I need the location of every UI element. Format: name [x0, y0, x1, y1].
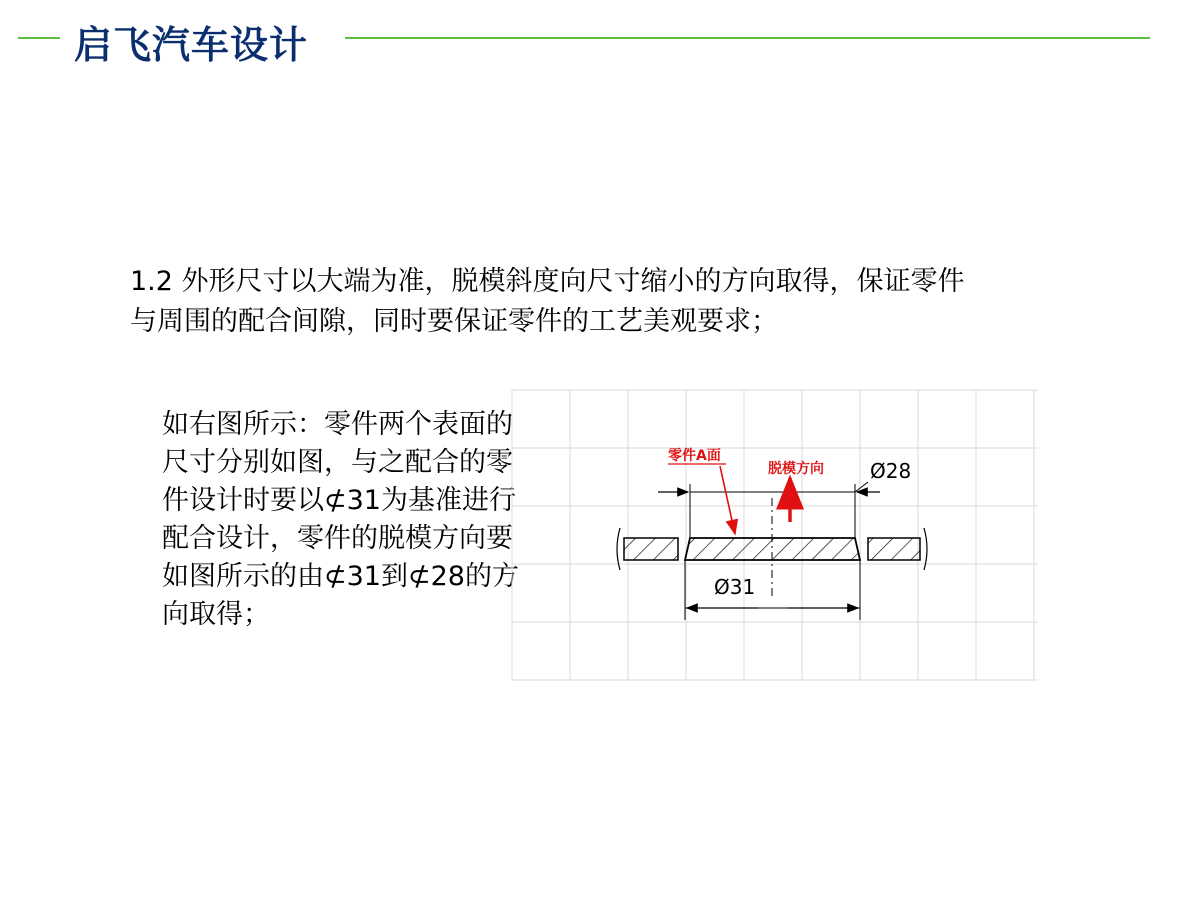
description-line-2: 尺寸分别如图，与之配合的零: [162, 447, 513, 478]
dimension-top: [658, 482, 880, 538]
description-line-5: 如图所示的由⊄31到⊄28的方: [162, 561, 519, 592]
page-title: 启飞汽车设计: [74, 23, 309, 67]
background-grid: [512, 390, 1038, 680]
intro-line-2: 与周围的配合间隙，同时要保证零件的工艺美观要求；: [130, 306, 778, 337]
draft-direction-diagram: [508, 388, 1040, 684]
label-draft-direction: 脱模方向: [768, 461, 824, 477]
description-line-6: 向取得；: [162, 599, 270, 630]
intro-line-1: 1.2 外形尺寸以大端为准，脱模斜度向尺寸缩小的方向取得，保证零件: [130, 266, 965, 297]
description-line-4: 配合设计，零件的脱模方向要: [162, 523, 513, 554]
part-surface-pointer: [720, 466, 735, 534]
description-line-3: 件设计时要以⊄31为基准进行: [162, 485, 516, 516]
header-line-left: [18, 37, 60, 39]
header-line-right: [345, 37, 1150, 39]
dimension-top-label: Ø28: [870, 459, 912, 483]
dimension-bottom-label: Ø31: [714, 575, 756, 599]
intro-paragraph: [130, 262, 1080, 342]
description-line-1: 如右图所示：零件两个表面的: [162, 409, 513, 440]
label-part-surface: 零件A面: [668, 448, 721, 464]
